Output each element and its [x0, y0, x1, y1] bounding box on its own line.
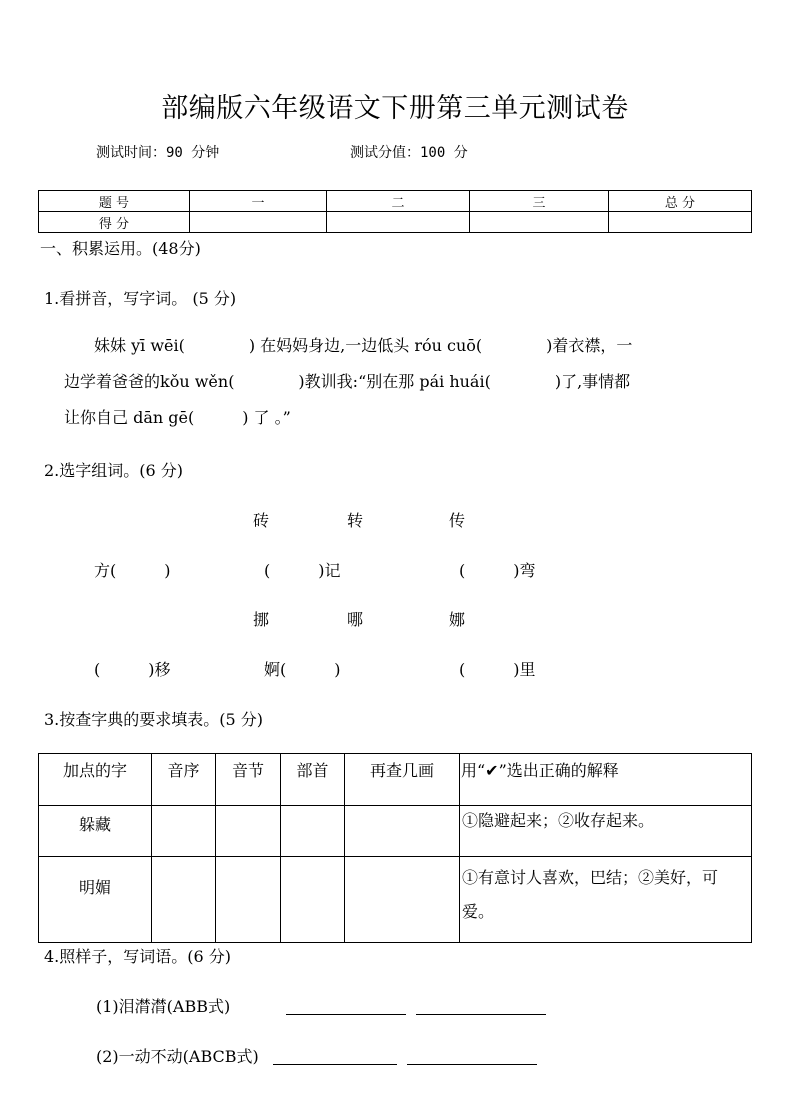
answer-cell[interactable] — [345, 806, 460, 857]
dictionary-table — [38, 753, 752, 943]
column-header: 部首 — [281, 754, 345, 806]
score-input-cell[interactable] — [327, 212, 470, 233]
answer-line[interactable] — [407, 1046, 537, 1065]
question-4-heading: 4.照样子，写词语。(6 分) — [44, 947, 232, 966]
definition-options[interactable]: ①隐避起来；②收存起来。 — [460, 806, 752, 857]
column-header: 音节 — [216, 754, 281, 806]
answer-cell[interactable] — [281, 806, 345, 857]
choice-char: 哪 — [347, 610, 364, 629]
question-1-line-3: 让你自己 dān gē( ) 了 。” — [64, 408, 291, 427]
answer-cell[interactable] — [216, 857, 281, 943]
question-1-heading: 1.看拼音，写字词。 (5 分) — [44, 289, 237, 308]
answer-cell[interactable] — [152, 806, 216, 857]
score-cell: 三 — [470, 191, 609, 212]
score-cell: 题 号 — [39, 191, 190, 212]
score-cell: 总 分 — [609, 191, 752, 212]
answer-cell[interactable] — [281, 857, 345, 943]
word-blank: ( )弯 — [459, 561, 536, 580]
answer-line[interactable] — [286, 996, 406, 1015]
question-1-line-1: 妹妹 yī wēi( ) 在妈妈身边,一边低头 róu cuō( )着衣襟，一 — [94, 336, 633, 355]
answer-line[interactable] — [416, 996, 546, 1015]
choice-char: 娜 — [449, 610, 466, 629]
score-input-cell[interactable] — [190, 212, 327, 233]
word-blank: ( )记 — [264, 561, 341, 580]
test-score-value: 测试分值：100 分 — [350, 145, 468, 161]
word-blank: 方( ) — [94, 561, 171, 580]
word-blank: ( )移 — [94, 660, 171, 679]
column-header: 再查几画 — [345, 754, 460, 806]
question-3-heading: 3.按查字典的要求填表。(5 分) — [44, 710, 264, 729]
dictionary-header-row — [39, 754, 752, 806]
column-header: 加点的字 — [39, 754, 152, 806]
score-table — [38, 190, 752, 233]
choice-char: 挪 — [253, 610, 270, 629]
score-table-score-row — [39, 212, 752, 233]
table-row — [39, 806, 752, 857]
choice-char: 砖 — [253, 511, 270, 530]
answer-cell[interactable] — [216, 806, 281, 857]
choice-char: 传 — [449, 511, 466, 530]
test-time: 测试时间：90 分钟 — [96, 145, 220, 161]
table-row — [39, 857, 752, 943]
page-title: 部编版六年级语文下册第三单元测试卷 — [161, 93, 629, 124]
word-blank: ( )里 — [459, 660, 536, 679]
dotted-word: 明媚 — [39, 857, 152, 943]
dotted-word: 躲藏 — [39, 806, 152, 857]
answer-cell[interactable] — [152, 857, 216, 943]
score-table-header-row — [39, 191, 752, 212]
question-2-heading: 2.选字组词。(6 分) — [44, 461, 184, 480]
column-header: 用“✔”选出正确的解释 — [460, 754, 752, 806]
section-heading: 一、积累运用。(48分) — [40, 239, 201, 258]
score-input-cell[interactable] — [609, 212, 752, 233]
word-blank: 婀( ) — [264, 660, 341, 679]
answer-cell[interactable] — [345, 857, 460, 943]
choice-char: 转 — [347, 511, 364, 530]
question-1-line-2: 边学着爸爸的kǒu wěn( )教训我:“别在那 pái huái( )了,事情都 — [64, 372, 631, 391]
score-cell: 得 分 — [39, 212, 190, 233]
score-cell: 一 — [190, 191, 327, 212]
answer-line[interactable] — [273, 1046, 397, 1065]
definition-options[interactable]: ①有意讨人喜欢，巴结；②美好，可爱。 — [460, 857, 752, 943]
score-input-cell[interactable] — [470, 212, 609, 233]
column-header: 音序 — [152, 754, 216, 806]
question-4-item-2: (2)一动不动(ABCB式) — [96, 1047, 259, 1066]
score-cell: 二 — [327, 191, 470, 212]
question-4-item-1: (1)泪潸潸(ABB式) — [96, 997, 231, 1016]
